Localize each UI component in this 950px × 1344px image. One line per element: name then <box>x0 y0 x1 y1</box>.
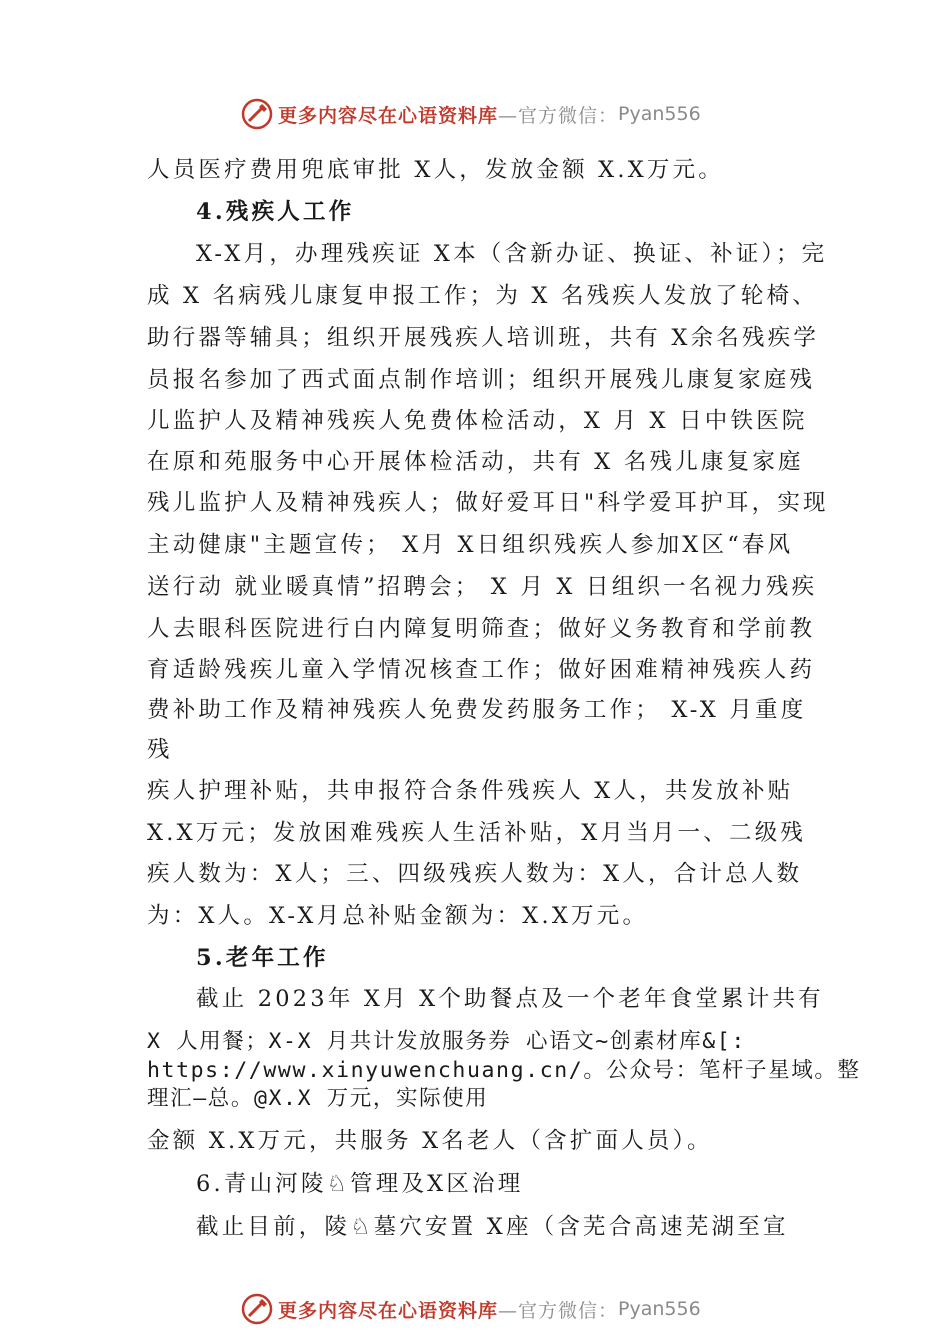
body-line: 儿监护人及精神残疾人免费体检活动，X 月 X 日中铁医院 <box>147 408 808 434</box>
body-line: 成 X 名病残儿康复申报工作；为 X 名残疾人发放了轮椅、 <box>147 283 818 309</box>
body-line: 截止 2023年 X月 X个助餐点及一个老年食堂累计共有 <box>196 986 824 1012</box>
section-heading: 5.老年工作 <box>196 945 329 971</box>
brand-logo-icon <box>240 1292 274 1326</box>
banner-wechat-label: —官方微信： <box>498 104 619 127</box>
body-line: 截止目前，陵♘墓穴安置 X座（含芜合高速芜湖至宣 <box>196 1214 789 1240</box>
body-line-url: https://www.xinyuwenchuang.cn/。公众号：笔杆子星域。整 <box>147 1058 861 1083</box>
section-heading: 4.残疾人工作 <box>196 199 355 225</box>
banner-wechat-id: Pyan556 <box>618 103 701 125</box>
body-line: X.X万元；发放困难残疾人生活补贴，X月当月一、二级残 <box>147 820 807 846</box>
body-line: X-X月，办理残疾证 X本（含新办证、换证、补证）；完 <box>196 241 828 267</box>
body-line: X 人用餐；X-X 月共计发放服务券 心语文~创素材库&[: <box>147 1029 746 1054</box>
banner-title: 更多内容尽在心语资料库 <box>278 1299 499 1322</box>
body-line: 在原和苑服务中心开展体检活动，共有 X 名残儿康复家庭 <box>147 449 804 475</box>
body-line: 员报名参加了西式面点制作培训；组织开展残儿康复家庭残 <box>147 367 816 393</box>
body-line: 疾人数为：X人；三、四级残疾人数为：X人，合计总人数 <box>147 861 803 887</box>
body-line: 人去眼科医院进行白内障复明筛查；做好义务教育和学前教 <box>147 616 816 642</box>
banner-wechat-label: —官方微信： <box>498 1299 619 1322</box>
body-line: 主动健康"主题宣传； X月 X日组织残疾人参加X区“春风 <box>147 532 794 558</box>
body-line: 金额 X.X万元，共服务 X名老人（含扩面人员）。 <box>147 1128 713 1154</box>
body-line: 送行动 就业暖真情”招聘会； X 月 X 日组织一名视力残疾 <box>147 574 818 600</box>
banner-title: 更多内容尽在心语资料库 <box>278 104 499 127</box>
body-line: 残 <box>147 737 173 763</box>
header-banner <box>240 97 701 131</box>
body-line: 费补助工作及精神残疾人免费发药服务工作； X-X 月重度 <box>147 697 807 723</box>
body-line: 助行器等辅具；组织开展残疾人培训班，共有 X余名残疾学 <box>147 325 820 351</box>
body-line: 理汇—总。@X.X 万元，实际使用 <box>147 1086 489 1111</box>
section-heading: 6.青山河陵♘管理及X区治理 <box>196 1171 524 1197</box>
footer-banner <box>240 1292 701 1326</box>
brand-logo-icon <box>240 97 274 131</box>
body-line: 残儿监护人及精神残疾人；做好爱耳日"科学爱耳护耳，实现 <box>147 490 829 516</box>
body-line: 育适龄残疾儿童入学情况核查工作；做好困难精神残疾人药 <box>147 657 816 683</box>
body-line: 疾人护理补贴，共申报符合条件残疾人 X人，共发放补贴 <box>147 778 794 804</box>
banner-wechat-id: Pyan556 <box>618 1298 701 1320</box>
body-line: 人员医疗费用兜底审批 X人，发放金额 X.X万元。 <box>147 157 725 183</box>
body-line: 为：X人。X-X月总补贴金额为：X.X万元。 <box>147 903 649 929</box>
